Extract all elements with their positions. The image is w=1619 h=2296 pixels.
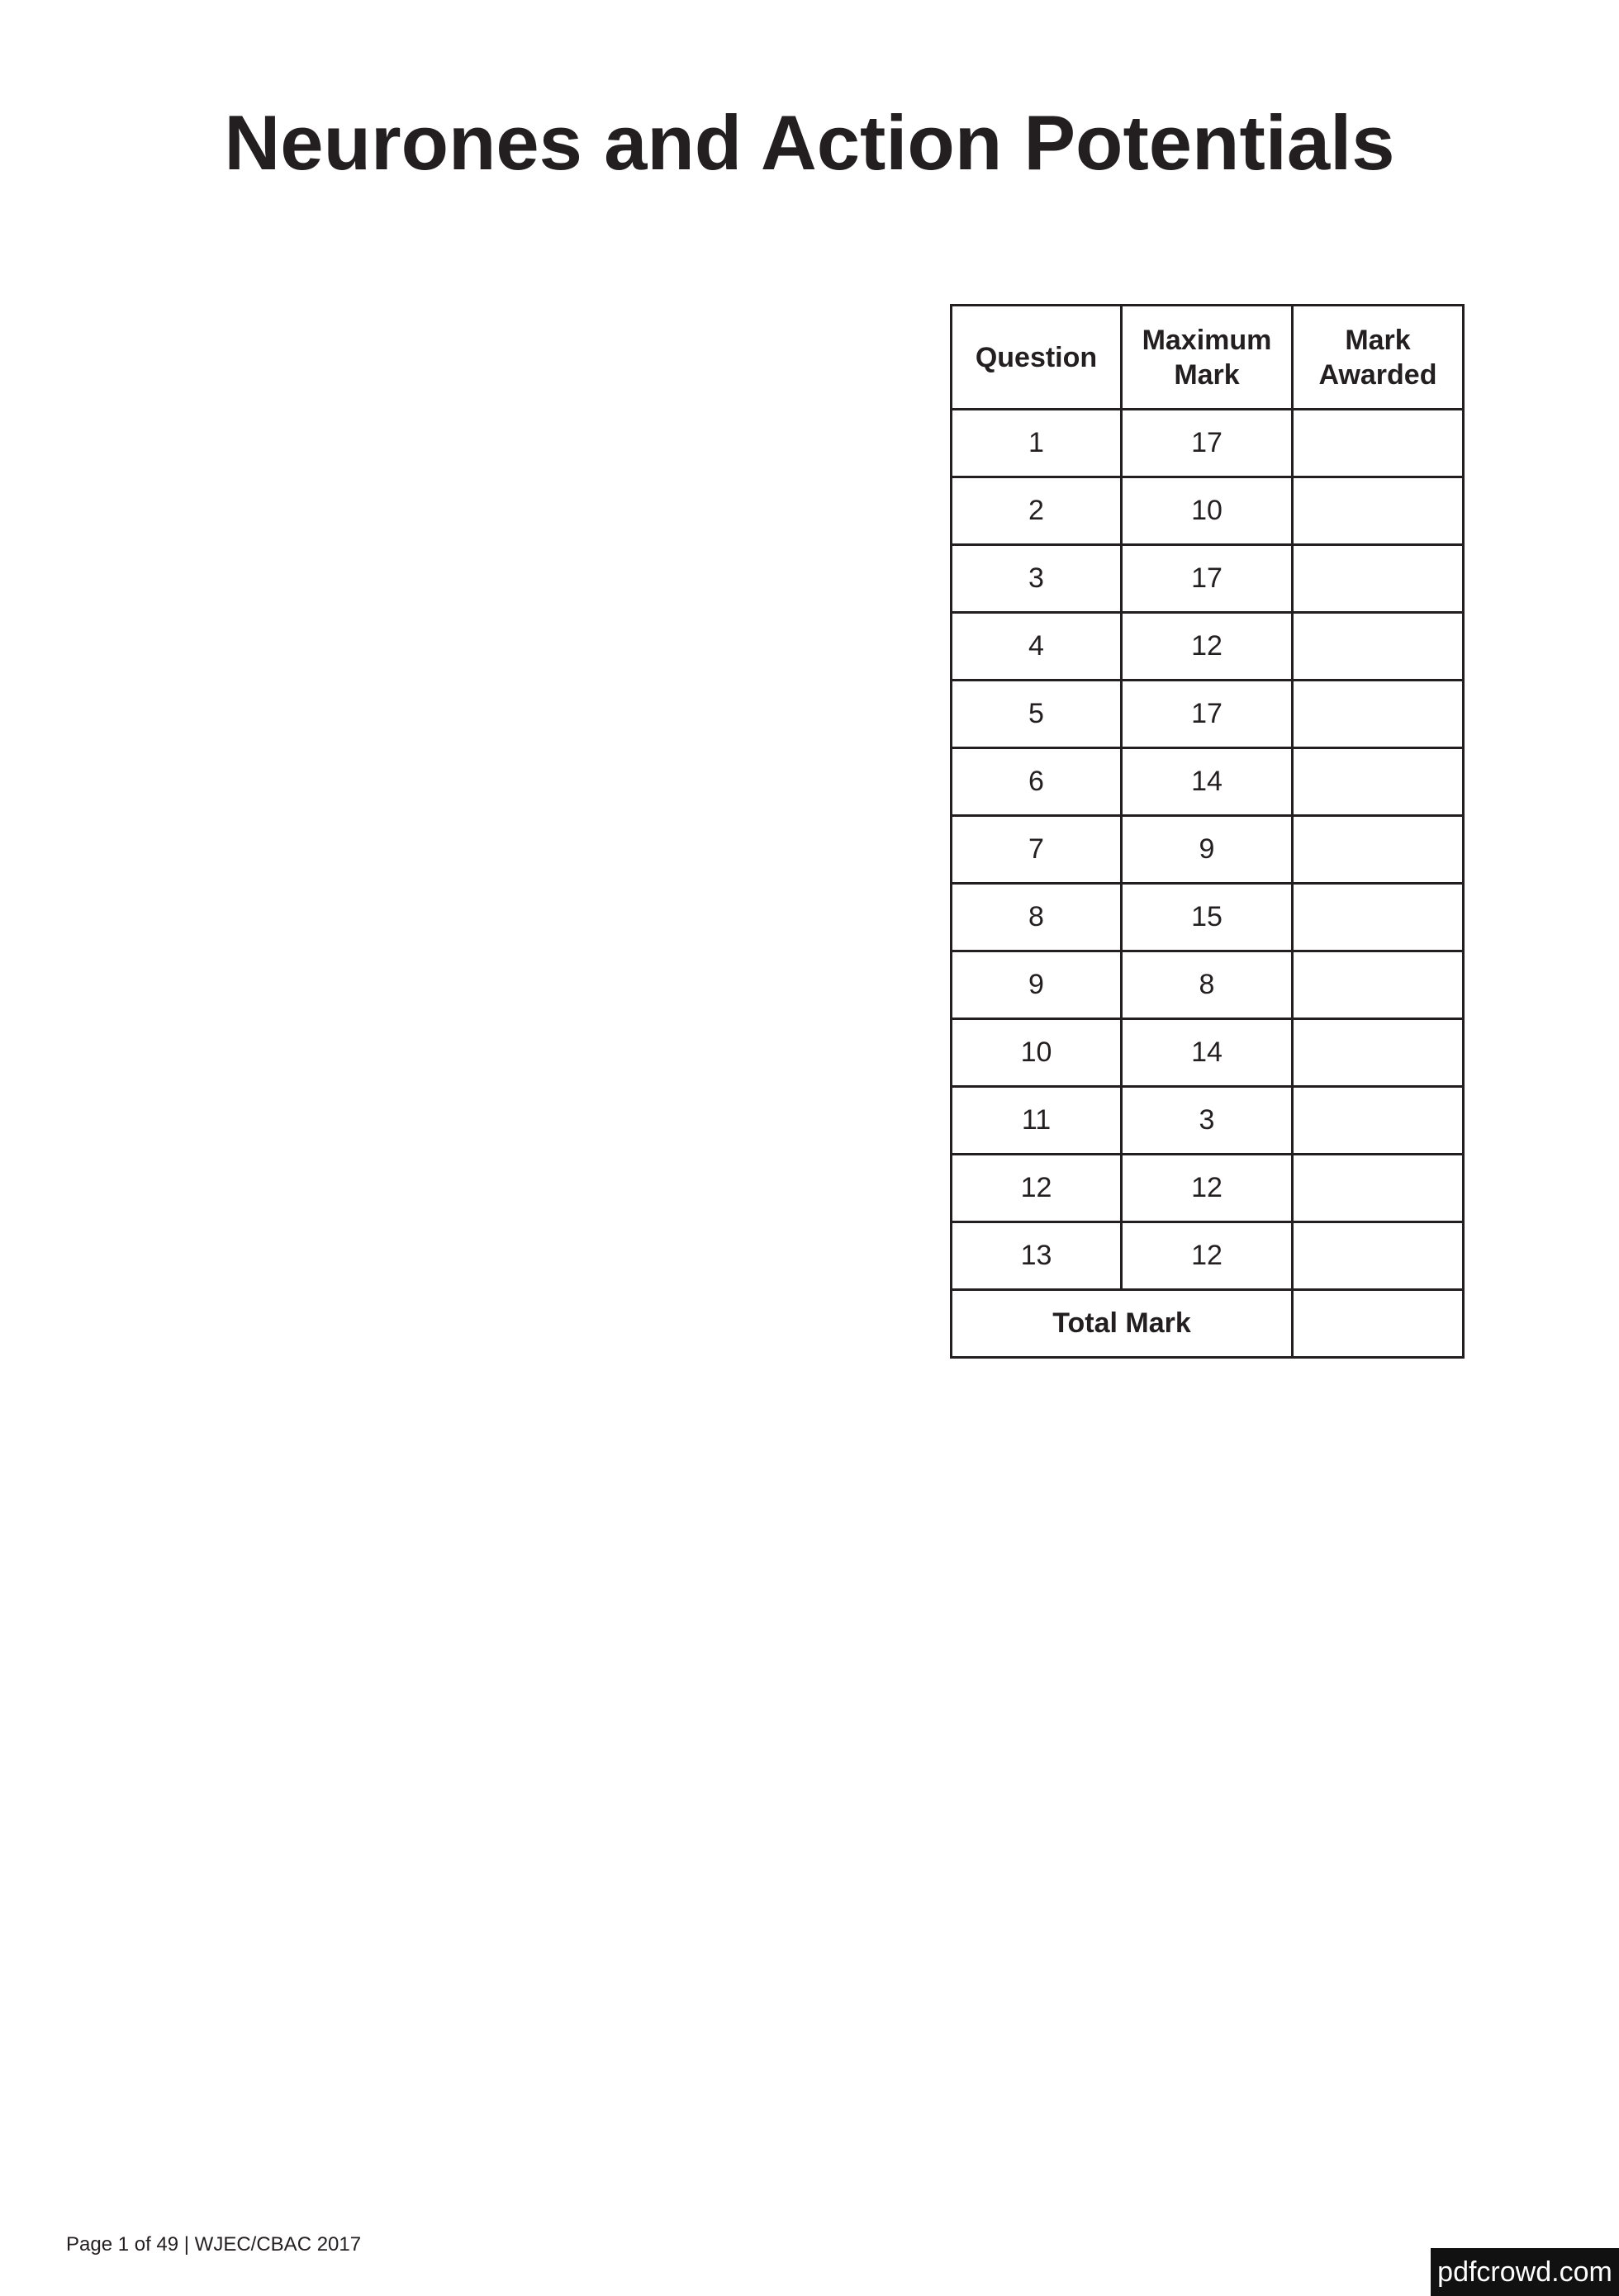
mark-awarded-cell bbox=[1293, 1087, 1464, 1155]
maximum-mark-cell: 17 bbox=[1122, 410, 1293, 477]
question-number-cell: 5 bbox=[952, 681, 1122, 748]
mark-awarded-cell bbox=[1293, 884, 1464, 951]
marks-table-header-row bbox=[952, 306, 1464, 410]
mark-awarded-cell bbox=[1293, 748, 1464, 816]
maximum-mark-cell: 10 bbox=[1122, 477, 1293, 545]
total-mark-label: Total Mark bbox=[952, 1290, 1293, 1358]
marks-table bbox=[950, 304, 1465, 1359]
total-row bbox=[952, 1290, 1464, 1358]
table-row bbox=[952, 681, 1464, 748]
table-row bbox=[952, 884, 1464, 951]
mark-awarded-cell bbox=[1293, 1019, 1464, 1087]
maximum-mark-cell: 12 bbox=[1122, 1222, 1293, 1290]
maximum-mark-cell: 14 bbox=[1122, 748, 1293, 816]
header-maximum-mark-line1: Maximum bbox=[1142, 324, 1272, 356]
table-row bbox=[952, 1222, 1464, 1290]
question-number-cell: 10 bbox=[952, 1019, 1122, 1087]
mark-awarded-cell bbox=[1293, 1155, 1464, 1222]
header-mark-awarded-line2: Awarded bbox=[1318, 358, 1437, 391]
header-mark-awarded bbox=[1293, 306, 1464, 410]
maximum-mark-cell: 12 bbox=[1122, 1155, 1293, 1222]
table-row bbox=[952, 1019, 1464, 1087]
maximum-mark-cell: 9 bbox=[1122, 816, 1293, 884]
table-row bbox=[952, 1155, 1464, 1222]
maximum-mark-cell: 14 bbox=[1122, 1019, 1293, 1087]
maximum-mark-cell: 17 bbox=[1122, 681, 1293, 748]
question-number-cell: 7 bbox=[952, 816, 1122, 884]
table-row bbox=[952, 410, 1464, 477]
maximum-mark-cell: 8 bbox=[1122, 951, 1293, 1019]
maximum-mark-cell: 3 bbox=[1122, 1087, 1293, 1155]
question-number-cell: 4 bbox=[952, 613, 1122, 681]
question-number-cell: 13 bbox=[952, 1222, 1122, 1290]
question-number-cell: 3 bbox=[952, 545, 1122, 613]
header-maximum-mark bbox=[1122, 306, 1293, 410]
mark-awarded-cell bbox=[1293, 613, 1464, 681]
question-number-cell: 2 bbox=[952, 477, 1122, 545]
question-number-cell: 11 bbox=[952, 1087, 1122, 1155]
table-row bbox=[952, 545, 1464, 613]
mark-awarded-cell bbox=[1293, 951, 1464, 1019]
pdfcrowd-watermark: pdfcrowd.com bbox=[1431, 2248, 1619, 2296]
maximum-mark-cell: 12 bbox=[1122, 613, 1293, 681]
mark-awarded-cell bbox=[1293, 545, 1464, 613]
maximum-mark-cell: 17 bbox=[1122, 545, 1293, 613]
table-row bbox=[952, 951, 1464, 1019]
total-mark-awarded-cell bbox=[1293, 1290, 1464, 1358]
page-title: Neurones and Action Potentials bbox=[224, 99, 1395, 186]
question-number-cell: 8 bbox=[952, 884, 1122, 951]
mark-awarded-cell bbox=[1293, 816, 1464, 884]
header-question: Question bbox=[952, 306, 1122, 410]
mark-awarded-cell bbox=[1293, 681, 1464, 748]
question-number-cell: 6 bbox=[952, 748, 1122, 816]
mark-awarded-cell bbox=[1293, 410, 1464, 477]
question-number-cell: 1 bbox=[952, 410, 1122, 477]
question-number-cell: 12 bbox=[952, 1155, 1122, 1222]
table-row bbox=[952, 816, 1464, 884]
mark-awarded-cell bbox=[1293, 1222, 1464, 1290]
header-maximum-mark-line2: Mark bbox=[1174, 358, 1240, 391]
mark-awarded-cell bbox=[1293, 477, 1464, 545]
table-row bbox=[952, 1087, 1464, 1155]
page-footer: Page 1 of 49 | WJEC/CBAC 2017 bbox=[66, 2233, 362, 2256]
maximum-mark-cell: 15 bbox=[1122, 884, 1293, 951]
header-mark-awarded-line1: Mark bbox=[1345, 324, 1411, 356]
question-number-cell: 9 bbox=[952, 951, 1122, 1019]
table-row bbox=[952, 477, 1464, 545]
table-row bbox=[952, 613, 1464, 681]
table-row bbox=[952, 748, 1464, 816]
